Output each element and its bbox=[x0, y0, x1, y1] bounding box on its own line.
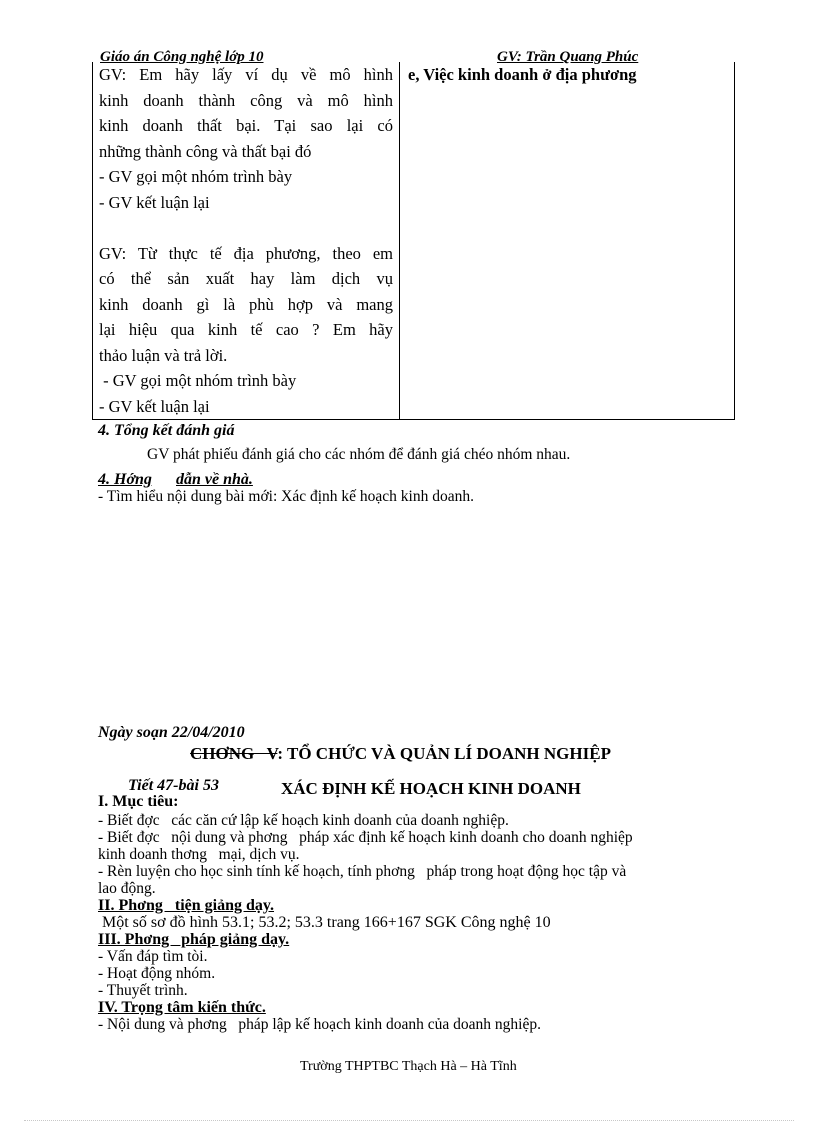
table-line: những thành công và thất bại đó bbox=[99, 141, 312, 161]
method-line: - Hoạt động nhóm. bbox=[98, 965, 216, 982]
page-edge-divider bbox=[24, 1120, 794, 1121]
focus-heading: IV. Trọng tâm kiến thức. bbox=[98, 999, 266, 1016]
teacher-activity-cell bbox=[93, 62, 400, 420]
table-line: kinh doanh gì là phù hợp và mang bbox=[99, 294, 393, 314]
table-line: - GV gọi một nhóm trình bày bbox=[99, 371, 297, 390]
homework-heading-a: 4. Hớng bbox=[98, 471, 152, 488]
objective-line: lao động. bbox=[98, 880, 156, 897]
focus-body: - Nội dung và phơng pháp lập kế hoạch kinh doanh của doanh nghiệp. bbox=[98, 1016, 541, 1033]
table-line: thảo luận và trả lời. bbox=[99, 345, 228, 365]
table-line: lại hiệu qua kinh tế cao ? Em hãy bbox=[99, 320, 393, 339]
chapter-name: : TỔ CHỨC VÀ QUẢN LÍ DOANH NGHIỆP bbox=[277, 744, 611, 763]
objective-line: - Biết đợc các căn cứ lập kế hoạch kinh doanh của doanh nghiệp. bbox=[98, 812, 509, 829]
objective-line: - Biết đợc nội dung và phơng pháp xác định kế hoạch kinh doanh cho doanh nghiệp bbox=[98, 829, 633, 846]
table-line: - GV kết luận lại bbox=[99, 192, 210, 212]
homework-body: - Tìm hiểu nội dung bài mới: Xác định kế hoạch kinh doanh. bbox=[98, 488, 474, 505]
table-line: - GV kết luận lại bbox=[99, 396, 210, 416]
table-line: kinh doanh thành công và mô hình bbox=[99, 90, 393, 110]
table-line-blank bbox=[99, 215, 393, 241]
activity-table bbox=[92, 62, 735, 420]
chapter-title bbox=[190, 744, 611, 764]
header-right: GV: Trần Quang Phúc bbox=[497, 49, 639, 65]
summary-heading: 4. Tổng kết đánh giá bbox=[98, 422, 235, 439]
objective-line: - Rèn luyện cho học sinh tính kế hoạch, tính phơng pháp trong hoạt động học tập và bbox=[98, 863, 627, 880]
table-line: - GV gọi một nhóm trình bày bbox=[99, 167, 293, 186]
content-cell bbox=[400, 62, 735, 420]
methods-heading: III. Phơng pháp giảng dạy. bbox=[98, 931, 290, 948]
table-line: có thể sản xuất hay làm dịch vụ bbox=[99, 269, 393, 288]
period-label: Tiết 47-bài 53 bbox=[128, 777, 219, 794]
method-line: - Thuyết trình. bbox=[98, 982, 188, 999]
table-line: kinh doanh thất bại. Tại sao lại có bbox=[99, 116, 393, 135]
page-footer: Trường THPTBC Thạch Hà – Hà Tĩnh bbox=[300, 1059, 517, 1074]
header-left: Giáo án Công nghệ lớp 10 bbox=[100, 49, 264, 65]
means-heading: II. Phơng tiện giảng dạy. bbox=[98, 897, 275, 914]
lesson-title: XÁC ĐỊNH KẾ HOẠCH KINH DOANH bbox=[281, 779, 581, 798]
objectives-heading: I. Mục tiêu: bbox=[98, 793, 179, 810]
table-line: GV: Em hãy lấy ví dụ về mô hình bbox=[99, 65, 393, 84]
summary-body: GV phát phiếu đánh giá cho các nhóm để đánh giá chéo nhóm nhau. bbox=[147, 446, 571, 463]
lesson-date: Ngày soạn 22/04/2010 bbox=[98, 724, 245, 741]
homework-heading-b: dẫn về nhà. bbox=[176, 471, 253, 488]
chapter-prefix: CHƠNG V bbox=[190, 744, 278, 763]
method-line: - Vấn đáp tìm tòi. bbox=[98, 948, 208, 965]
objective-line: kinh doanh thơng mại, dịch vụ. bbox=[98, 846, 300, 863]
means-body: Một số sơ đồ hình 53.1; 53.2; 53.3 trang 166+167 SGK Công nghệ 10 bbox=[98, 914, 551, 931]
table-line: GV: Từ thực tế địa phương, theo em bbox=[99, 243, 393, 263]
content-heading: e, Việc kinh doanh ở địa phương bbox=[408, 65, 637, 84]
